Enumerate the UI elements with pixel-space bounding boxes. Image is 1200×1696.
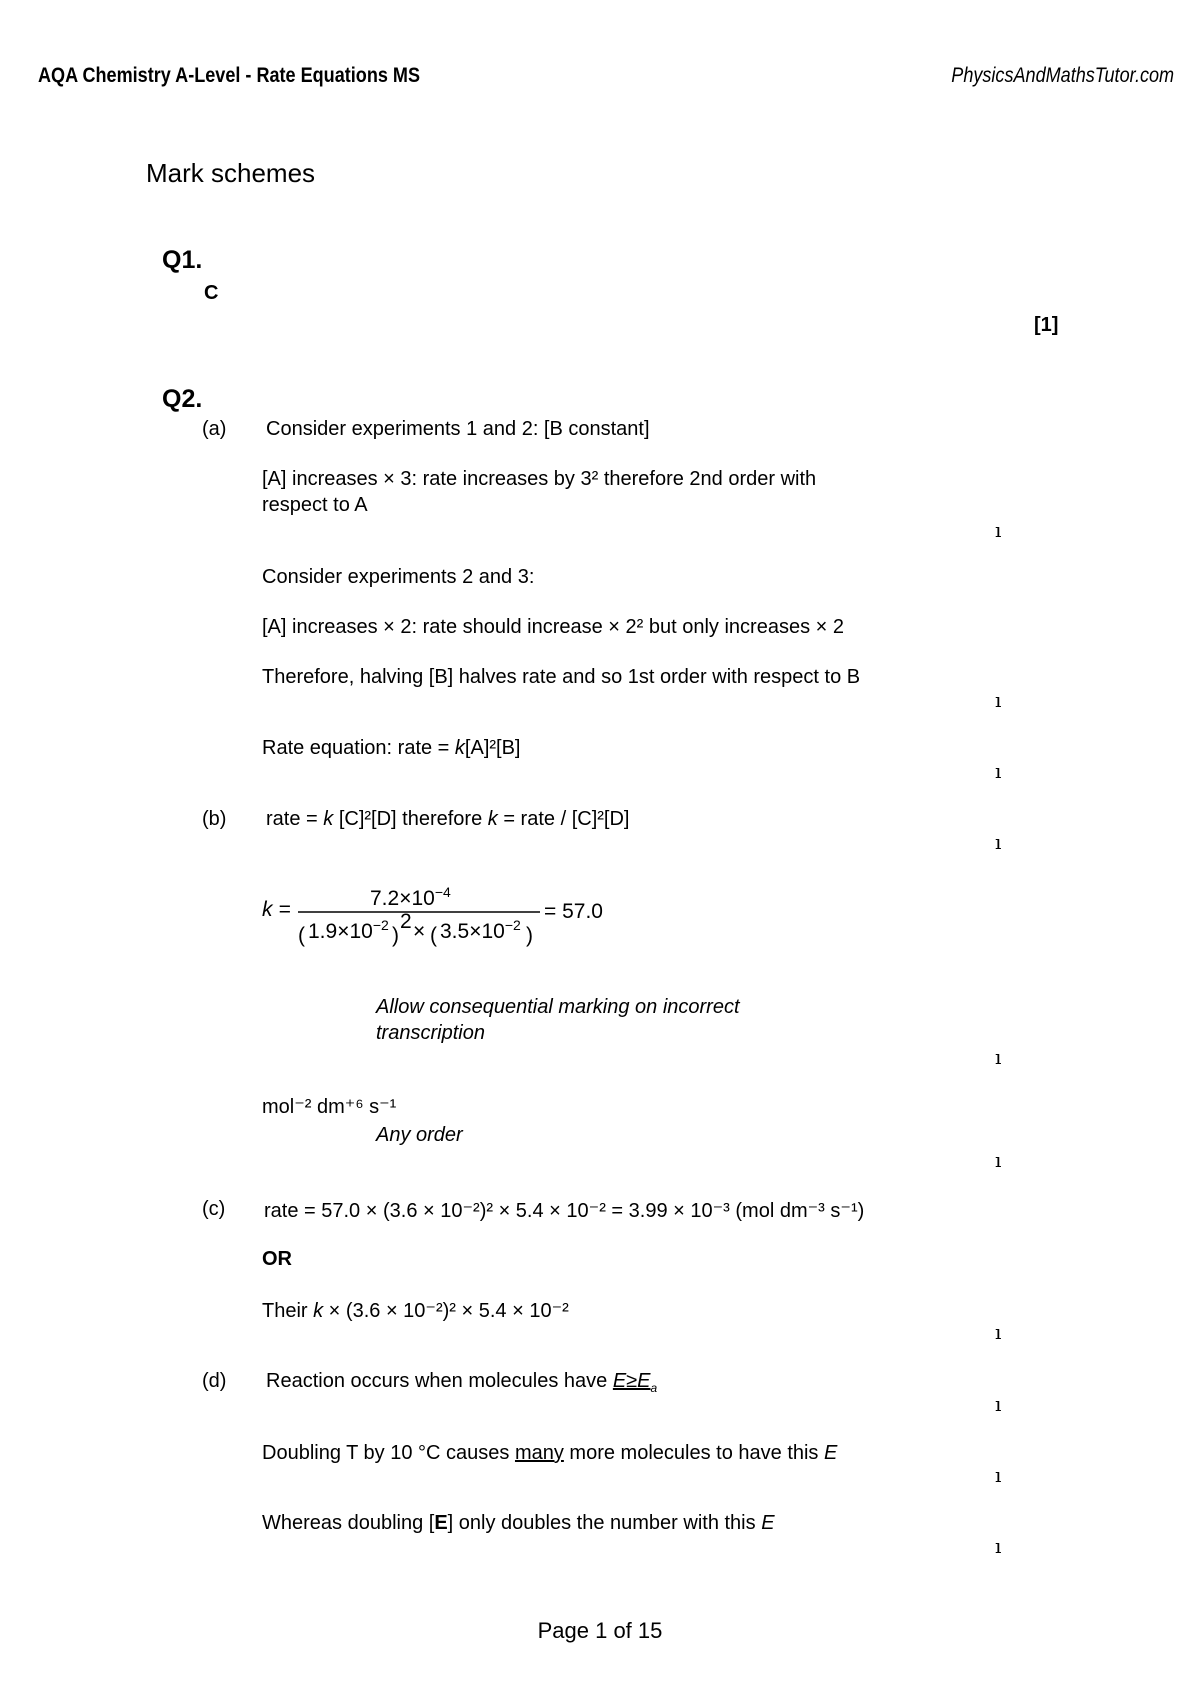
q2d-line1: Reaction occurs when molecules have $E\ge E_a$ <box>266 1370 658 1395</box>
q1-label: Q1. <box>162 246 203 274</box>
q2b-units: mol⁻² dm⁺⁶ s⁻¹ <box>262 1096 397 1118</box>
q2b-part: (b) <box>202 808 227 830</box>
q2d-part: (d) <box>202 1370 227 1392</box>
svg-text:): ) <box>526 924 533 947</box>
tick-mark: ı <box>995 1148 1002 1172</box>
eq-numerator: $7.2\times 10^{-4}$ <box>370 884 451 910</box>
tick-mark: ı <box>995 1534 1002 1558</box>
q2b-note2: Any order <box>376 1124 463 1146</box>
header-title: AQA Chemistry A-Level - Rate Equations MS <box>38 64 421 87</box>
k-equation <box>258 876 618 956</box>
tick-mark: ı <box>995 688 1002 712</box>
svg-text:(: ( <box>430 924 437 947</box>
q2a-line4: [A] increases × 2: rate should increase × 2² but only increases × 2 <box>262 616 844 638</box>
page-title: Mark schemes <box>146 158 316 188</box>
eq-denominator-b: $3.5\times 10^{-2}$ <box>440 917 521 943</box>
q2c-line2: Their k × (3.6 × 10⁻²)² × 5.4 × 10⁻² <box>262 1300 569 1322</box>
q2b-note1a: Allow consequential marking on incorrect <box>376 996 740 1018</box>
q2a-line1: Consider experiments 1 and 2: [B constant] <box>266 418 650 440</box>
tick-mark: ı <box>995 518 1002 542</box>
page-number: Page 1 of 15 <box>537 1618 663 1643</box>
q2c-or: OR <box>262 1248 292 1270</box>
tick-mark: ı <box>995 1320 1002 1344</box>
header-site: PhysicsAndMathsTutor.com <box>951 64 1174 87</box>
q1-marks: [1] <box>1034 314 1059 336</box>
eq-k-label: k = <box>262 898 291 921</box>
q1-answer: C <box>204 282 219 304</box>
tick-mark: ı <box>995 759 1002 783</box>
q2c-part: (c) <box>202 1198 226 1220</box>
eq-result: = 57.0 <box>544 900 603 923</box>
tick-mark: ı <box>995 1392 1002 1416</box>
tick-mark: ı <box>995 1045 1002 1069</box>
q2a-line2a: [A] increases × 3: rate increases by 3² therefore 2nd order with <box>262 468 817 490</box>
q2a-line6: Rate equation: rate = k[A]²[B] <box>262 737 521 759</box>
eq-denominator-a: $1.9\times 10^{-2}$ <box>308 917 389 943</box>
q2a-line5: Therefore, halving [B] halves rate and so 1st order with respect to B <box>262 666 861 688</box>
q2a-line3: Consider experiments 2 and 3: <box>262 566 535 588</box>
tick-mark: ı <box>995 830 1002 854</box>
q2b-line1: rate = k [C]²[D] therefore k = rate / [C]²[D] <box>266 808 630 830</box>
svg-text:): ) <box>392 924 399 947</box>
eq-square: 2 <box>400 910 412 933</box>
q2d-line3: Whereas doubling [E] only doubles the number with this E <box>262 1512 775 1534</box>
q2b-note1b: transcription <box>376 1022 485 1044</box>
q2d-line2: Doubling T by 10 °C causes many more molecules to have this E <box>262 1442 838 1464</box>
q2-label: Q2. <box>162 385 203 413</box>
tick-mark: ı <box>995 1463 1002 1487</box>
eq-times: × <box>413 920 426 943</box>
q2a-line2b: respect to A <box>262 494 368 516</box>
svg-text:(: ( <box>298 924 305 947</box>
q2c-line1: rate = 57.0 × (3.6 × 10⁻²)² × 5.4 × 10⁻² = 3.99 × 10⁻³ (mol dm⁻³ s⁻¹) <box>264 1200 865 1222</box>
q2a-part: (a) <box>202 418 227 440</box>
